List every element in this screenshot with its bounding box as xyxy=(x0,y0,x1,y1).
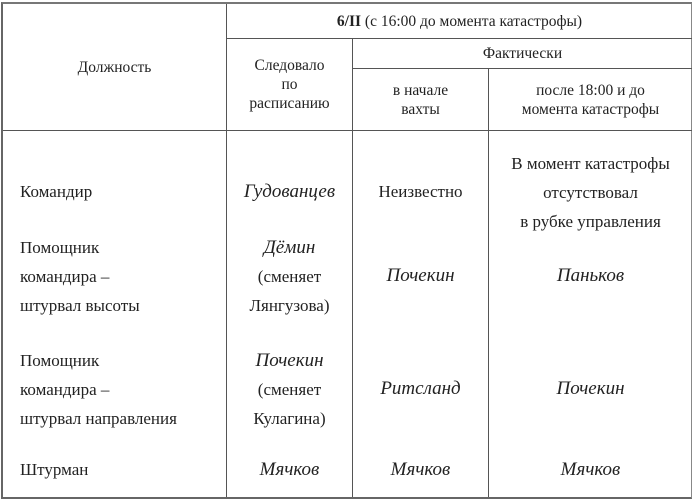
header-period-date: 6/II xyxy=(336,12,362,30)
scheduled-name: Дёмин xyxy=(263,236,316,258)
header-position-label: Должность xyxy=(77,58,152,76)
row-elevator-scheduled xyxy=(227,232,352,320)
row-navigator-position xyxy=(20,452,220,488)
crew-duty-table xyxy=(1,2,692,499)
header-scheduled-line: расписанию xyxy=(249,95,330,112)
scheduled-name: Гудованцев xyxy=(243,181,336,202)
position-label: Командир xyxy=(20,182,93,201)
row-commander-position xyxy=(20,172,220,212)
position-line: Помощник xyxy=(20,350,100,370)
row-commander-scheduled xyxy=(227,172,352,212)
row-navigator-after-18 xyxy=(489,452,692,488)
position-label: Штурман xyxy=(20,460,89,479)
header-scheduled-line: Следовало xyxy=(254,57,325,74)
row-rudder-scheduled xyxy=(227,345,352,433)
header-after-18-line: момента катастрофы xyxy=(521,100,660,118)
after-18-line: В момент катастрофы xyxy=(511,153,670,173)
row-rudder-after-18 xyxy=(489,369,692,409)
position-line: штурвал высоты xyxy=(20,295,140,315)
after-18-line: отсутствовал xyxy=(543,182,638,202)
watch-start-value: Почекин xyxy=(386,265,455,286)
watch-start-value: Ритсланд xyxy=(380,378,461,399)
row-elevator-position xyxy=(20,232,225,320)
row-navigator-watch-start xyxy=(353,452,488,488)
scheduled-note: (сменяет xyxy=(257,379,322,399)
position-line: командира – xyxy=(20,266,110,286)
scheduled-note: Лянгузова) xyxy=(249,295,330,315)
position-line: штурвал направления xyxy=(20,408,177,428)
watch-start-value: Неизвестно xyxy=(378,182,463,201)
watch-start-value: Мячков xyxy=(390,459,451,480)
header-after-18 xyxy=(489,69,692,130)
header-after-18-line: после 18:00 и до xyxy=(536,81,645,99)
header-watch-start-line: в начале xyxy=(392,81,449,99)
header-scheduled xyxy=(227,39,352,130)
row-elevator-after-18 xyxy=(489,256,692,296)
header-position xyxy=(3,4,226,130)
after-18-line: в рубке управления xyxy=(520,211,661,231)
scheduled-note: (сменяет xyxy=(257,266,322,286)
after-18-value: Паньков xyxy=(556,265,625,286)
position-line: командира – xyxy=(20,379,110,399)
after-18-value: Мячков xyxy=(560,459,621,480)
header-scheduled-line: по xyxy=(281,76,298,93)
scheduled-name: Мячков xyxy=(259,459,320,480)
header-watch-start-line: вахты xyxy=(401,100,440,118)
row-divider xyxy=(3,130,692,131)
row-commander-after-18 xyxy=(489,148,692,236)
after-18-value: Почекин xyxy=(556,378,625,399)
row-navigator-scheduled xyxy=(227,452,352,488)
header-period xyxy=(227,4,692,38)
row-rudder-position xyxy=(20,345,225,433)
row-rudder-watch-start xyxy=(353,369,488,409)
scheduled-name: Почекин xyxy=(255,349,324,371)
header-actual xyxy=(353,39,692,68)
header-watch-start xyxy=(353,69,488,130)
row-commander-watch-start xyxy=(353,172,488,212)
row-elevator-watch-start xyxy=(353,256,488,296)
position-line: Помощник xyxy=(20,237,100,257)
header-period-range: (с 16:00 до момента катастрофы) xyxy=(361,12,583,30)
header-actual-label: Фактически xyxy=(482,45,563,62)
scheduled-note: Кулагина) xyxy=(253,408,326,428)
